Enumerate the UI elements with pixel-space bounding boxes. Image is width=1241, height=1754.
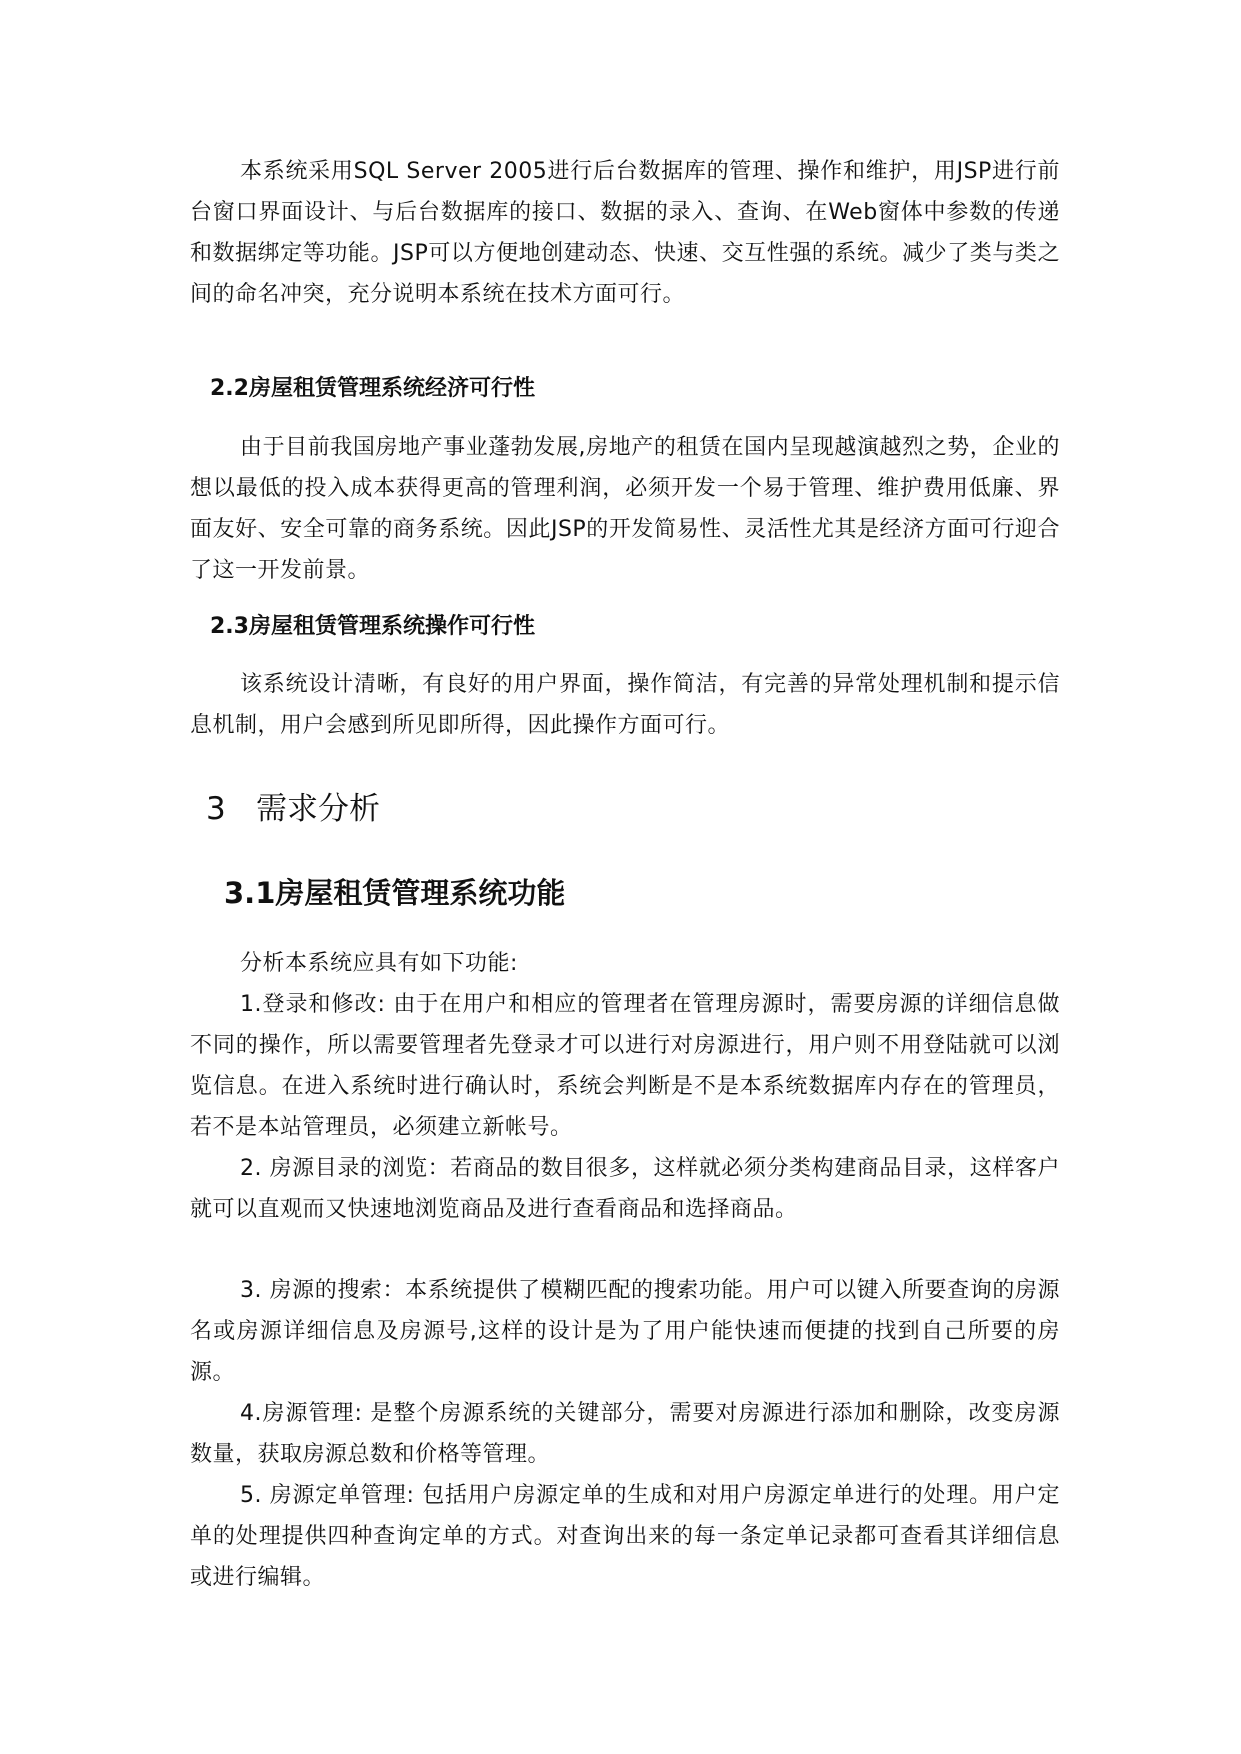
intro-paragraph: 本系统采用SQL Server 2005进行后台数据库的管理、操作和维护，用JSP进行前台窗口界面设计、与后台数据库的接口、数据的录入、查询、在Web窗体中参数的传递和数据绑定等功能。JSP可以方便地创建动态、快速、交互性强的系统。减少了类与类之间的命名冲突，充分说明本系统在技术方面可行。 — [190, 159, 1060, 307]
function-item: 5. 房源定单管理: 包括用户房源定单的生成和对用户房源定单进行的处理。用户定单的处理提供四种查询定单的方式。对查询出来的每一条定单记录都可查看其详细信息或进行编辑。 — [190, 1483, 1060, 1590]
section-2-2-paragraph: 由于目前我国房地产事业蓬勃发展,房地产的租赁在国内呈现越演越烈之势，企业的想以最低的投入成本获得更高的管理利润，必须开发一个易于管理、维护费用低廉、界面友好、安全可靠的商务系统。因此JSP的开发简易性、灵活性尤其是经济方面可行迎合了这一开发前景。 — [190, 435, 1060, 583]
function-item: 3. 房源的搜索：本系统提供了模糊匹配的搜索功能。用户可以键入所要查询的房源名或房源详细信息及房源号,这样的设计是为了用户能快速而便捷的找到自己所要的房源。 — [190, 1278, 1060, 1385]
section-2-3-heading: 2.3房屋租赁管理系统操作可行性 — [210, 614, 535, 639]
chapter-number: 3 — [206, 791, 226, 827]
section-2-2-heading: 2.2房屋租赁管理系统经济可行性 — [210, 376, 535, 401]
section-3-1-lead: 分析本系统应具有如下功能: — [240, 951, 518, 976]
section-2-3-paragraph: 该系统设计清晰，有良好的用户界面，操作简洁，有完善的异常处理机制和提示信息机制，用户会感到所见即所得，因此操作方面可行。 — [190, 672, 1060, 738]
function-item: 4.房源管理: 是整个房源系统的关键部分，需要对房源进行添加和删除，改变房源数量，获取房源总数和价格等管理。 — [190, 1401, 1060, 1467]
chapter-title: 需求分析 — [256, 791, 380, 827]
section-3-1-heading: 3.1房屋租赁管理系统功能 — [224, 876, 566, 910]
function-item: 2. 房源目录的浏览：若商品的数目很多，这样就必须分类构建商品目录，这样客户就可以直观而又快速地浏览商品及进行查看商品和选择商品。 — [190, 1156, 1060, 1222]
function-item: 1.登录和修改: 由于在用户和相应的管理者在管理房源时，需要房源的详细信息做不同的操作，所以需要管理者先登录才可以进行对房源进行，用户则不用登陆就可以浏览信息。在进入系统时进行确认时，系统会判断是不是本系统数据库内存在的管理员，若不是本站管理员，必须建立新帐号。 — [190, 992, 1060, 1140]
chapter-3-heading — [206, 789, 380, 829]
